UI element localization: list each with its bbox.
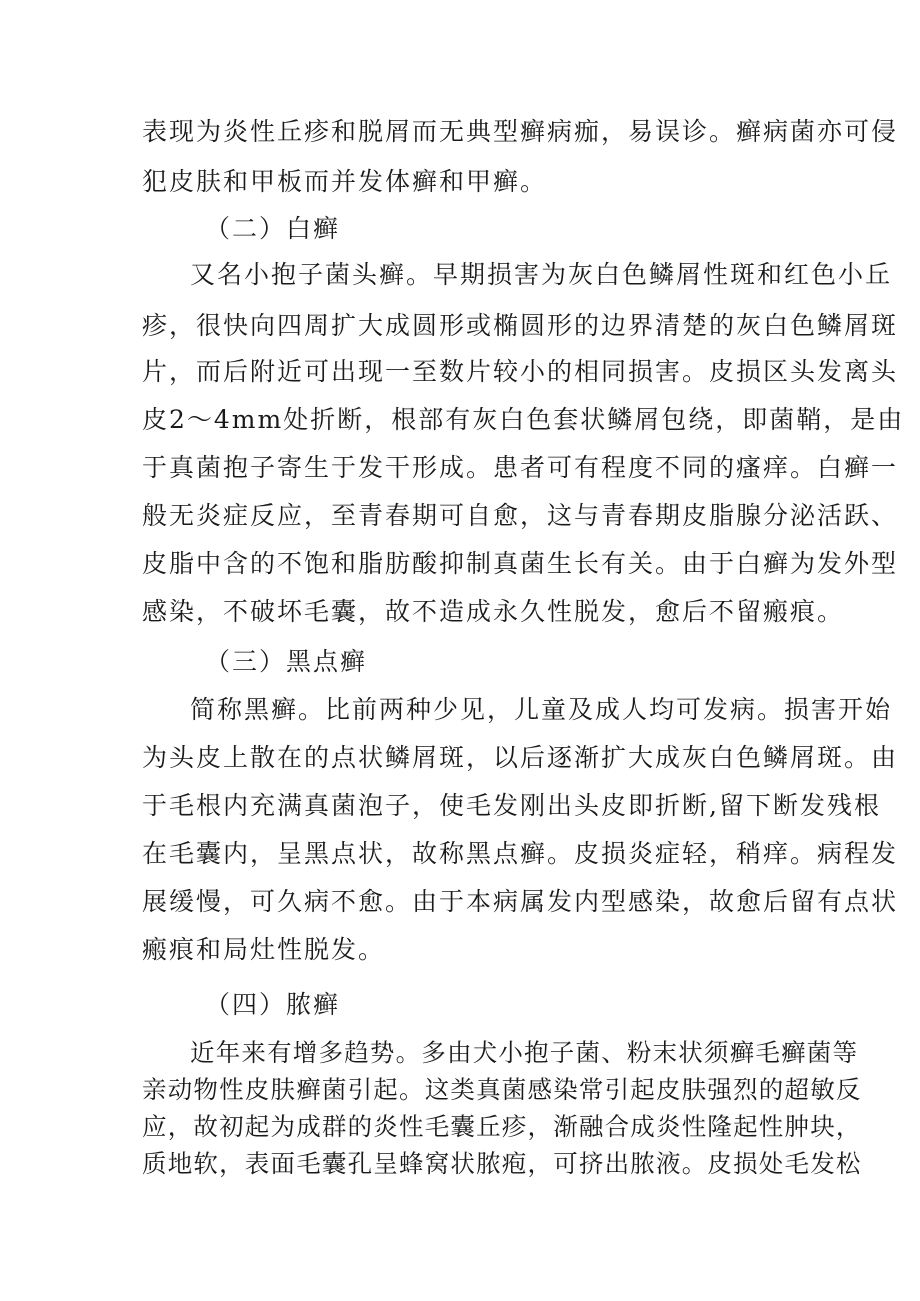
text-line: 皮2～4mm处折断，根部有灰白色套状鳞屑包绕，即菌鞘，是由 xyxy=(142,405,905,434)
section-heading-4: （四）脓癣 xyxy=(205,990,341,1019)
text-line: 般无炎症反应，至青春期可自愈，这与青春期皮脂腺分泌活跃、 xyxy=(142,501,899,530)
text-line: 近年来有增多趋势。多由犬小抱子菌、粉末状须癣毛癣菌等 xyxy=(190,1038,859,1067)
text-line: 在毛囊内，呈黑点状，故称黑点癣。皮损炎症轻，稍痒。病程发 xyxy=(142,839,899,868)
text-line: 展缓慢，可久病不愈。由于本病属发内型感染，故愈后留有点状 xyxy=(142,887,899,916)
text-line: 皮脂中含的不饱和脂肪酸抑制真菌生长有关。由于白癣为发外型 xyxy=(142,549,899,578)
text-line: 应，故初起为成群的炎性毛囊丘疹，渐融合成炎性隆起性肿块， xyxy=(142,1112,862,1141)
text-line: 为头皮上散在的点状鳞屑斑，以后逐渐扩大成灰白色鳞屑斑。由 xyxy=(142,743,899,772)
text-line: 犯皮肤和甲板而并发体癣和甲癣。 xyxy=(142,167,548,196)
text-line: 又名小抱子菌头癣。早期损害为灰白色鳞屑性斑和红色小丘 xyxy=(190,260,893,289)
text-line: 于真菌抱子寄生于发干形成。患者可有程度不同的瘙痒。白癣一 xyxy=(142,453,899,482)
section-heading-3: （三）黑点癣 xyxy=(205,647,368,676)
text-line: 质地软，表面毛囊孔呈蜂窝状脓疱，可挤出脓液。皮损处毛发松 xyxy=(142,1149,862,1178)
text-line: 表现为炎性丘疹和脱屑而无典型癣病痂，易误诊。癣病菌亦可侵 xyxy=(142,117,899,146)
text-line: 于毛根内充满真菌泡子，使毛发刚出头皮即折断,留下断发残根 xyxy=(142,791,881,820)
text-line: 瘢痕和局灶性脱发。 xyxy=(142,935,386,964)
text-line: 感染，不破坏毛囊，故不造成永久性脱发，愈后不留瘢痕。 xyxy=(142,597,845,626)
text-line: 片，而后附近可出现一至数片较小的相同损害。皮损区头发离头 xyxy=(142,357,899,386)
text-line: 疹，很快向四周扩大成圆形或椭圆形的边界清楚的灰白色鳞屑斑 xyxy=(142,311,899,340)
text-line: 亲动物性皮肤癣菌引起。这类真菌感染常引起皮肤强烈的超敏反 xyxy=(142,1075,862,1104)
text-line: 简称黑癣。比前两种少见，儿童及成人均可发病。损害开始 xyxy=(190,695,893,724)
section-heading-2: （二）白癣 xyxy=(205,214,341,243)
